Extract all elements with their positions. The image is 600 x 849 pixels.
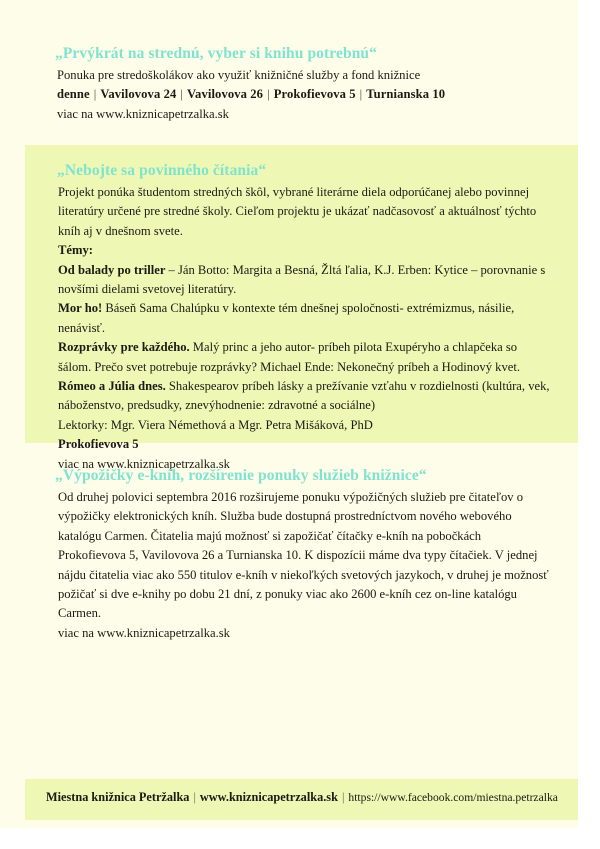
address-separator: | [93, 87, 97, 102]
topic-item-od-balady-po-triller [58, 261, 552, 300]
section-2-body [0, 183, 578, 474]
topic-item-romeo-a-julia-dnes [58, 377, 552, 416]
topic-title: Rozprávky pre každého. [58, 340, 190, 355]
topic-text: Báseň Sama Chalúpku v kontexte tém dnešnej spoločnosti- extrémizmus, násilie, nenávisť. [58, 301, 515, 335]
address-item-vavilovova-26: Vavilovova 26 [187, 87, 264, 102]
section-3-more-link[interactable]: viac na www.kniznicapetrzalka.sk [58, 625, 230, 640]
address-item-prokofievova-5: Prokofievova 5 [273, 87, 356, 102]
address-item-denne: denne [57, 87, 90, 102]
section-2-intro: Projekt ponúka študentom stredných škôl, vybrané literárne diela odporúčanej alebo povinnej literatúry určené pre stredné školy. Cieľom projektu je ukázať nadčasovosť a aktuálnosť týchto kníh aj v dnešnom svete. [58, 184, 537, 238]
address-item-vavilovova-24: Vavilovova 24 [100, 87, 177, 102]
topic-title: Rómeo a Júlia dnes. [58, 378, 166, 393]
address-separator: | [267, 87, 270, 102]
section-1-intro: Ponuka pre stredoškolákov ako využiť knižničné služby a fond knižnice [57, 67, 421, 82]
section-3-heading: „Výpožičky e-kníh, rozšírenie ponuky služieb knižnice“ [55, 467, 427, 484]
section-1-body [0, 66, 578, 124]
topic-item-mor-ho [58, 299, 552, 338]
address-separator: | [180, 87, 184, 102]
footer-organization: Miestna knižnica Petržalka [46, 790, 190, 804]
section-prvykrat-na-strednu [0, 44, 578, 124]
section-2-more-link[interactable]: viac na www.kniznicapetrzalka.sk [58, 456, 230, 471]
address-separator: | [359, 87, 363, 102]
section-1-more-link[interactable]: viac na www.kniznicapetrzalka.sk [57, 106, 229, 121]
footer-separator: | [341, 790, 345, 804]
section-3-body [0, 488, 578, 643]
section-1-heading: „Prvýkrát na strednú, vyber si knihu potrebnú“ [55, 45, 377, 62]
section-vypozicky-e-knih [0, 466, 578, 643]
page-footer [0, 788, 578, 807]
footer-facebook-link[interactable]: https://www.facebook.com/miestna.petrzalka [348, 791, 558, 804]
topic-text: – Ján Botto: Margita a Besná, Žltá ľalia, K.J. Erben: Kytice – porovnanie s novšími dielami svetovej literatúry. [58, 262, 546, 296]
section-3-paragraph: Od druhej polovici septembra 2016 rozširujeme ponuku výpožičných služieb pre čitateľov o výpožičky elektronických kníh. Služba bude dostupná prostredníctvom nového webového katalógu Carmen. Čitatelia majú možnosť si zapožičať čítačky e-kníh na pobočkách Prokofievova 5, Vavilovova 26 a Turnianska 10. K dispozícii máme dva typy čítačiek. V jednej nájdu čitatelia viac ako 550 titulov e-kníh v niekoľkých svetových jazykoch, v druhej je možnosť požičať si dve e-knihy po dobu 21 dní, z ponuky viac ako 2600 e-kníh cez on-line katalógu Carmen. [58, 489, 549, 621]
section-2-lecturers: Lektorky: Mgr. Viera Némethová a Mgr. Petra Mišáková, PhD [58, 417, 373, 432]
footer-separator: | [193, 790, 196, 804]
topic-title: Od balady po triller [58, 262, 166, 277]
section-2-heading: „Nebojte sa povinného čítania“ [57, 162, 267, 179]
topic-text: Malý princ a jeho autor- príbeh pilota Exupéryho a chlapčeka so šálom. Prečo svet potrebuje rozprávky? Michael Ende: Nekonečný príbeh a Hodinový kvet. [58, 340, 520, 374]
topic-item-rozpravky-pre-kazdeho [58, 338, 552, 377]
section-nebojte-sa-povinneho-citania [0, 161, 578, 474]
section-2-topics-label: Témy: [58, 243, 93, 258]
topic-text: Shakespearov príbeh lásky a prežívanie vzťahu v rozdielnosti (kultúra, vek, náboženstvo, predsudky, znevýhodnenie: zdravotné a sociálne) [58, 378, 550, 413]
section-1-addresses [57, 85, 552, 104]
section-2-address: Prokofievova 5 [58, 437, 139, 452]
address-item-turnianska-10: Turnianska 10 [366, 87, 446, 102]
footer-website-link[interactable]: www.kniznicapetrzalka.sk [199, 790, 338, 804]
topic-title: Mor ho! [58, 301, 103, 316]
